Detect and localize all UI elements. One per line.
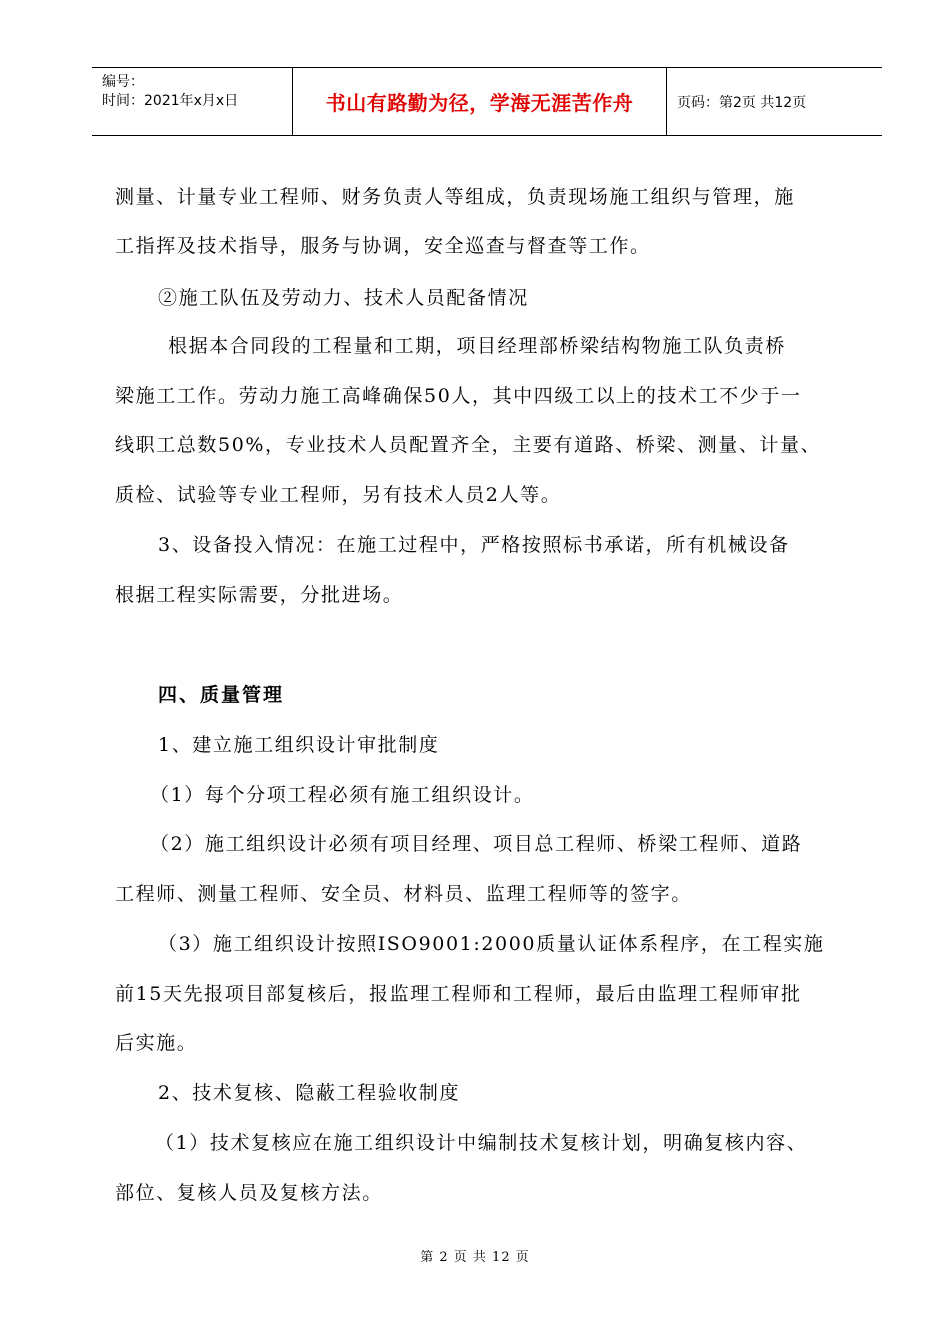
body-line: （1）技术复核应在施工组织设计中编制技术复核计划，明确复核内容、 <box>155 1132 808 1154</box>
subsection-heading: 1、建立施工组织设计审批制度 <box>158 734 440 756</box>
body-line: 前15天先报项目部复核后，报监理工程师和工程师，最后由监理工程师审批 <box>115 983 802 1005</box>
date-label: 时间：2021年x月x日 <box>102 93 239 109</box>
section-heading: 四、质量管理 <box>158 684 285 706</box>
body-line: 梁施工工作。劳动力施工高峰确保50人，其中四级工以上的技术工不少于一 <box>115 385 802 407</box>
body-line: 测量、计量专业工程师、财务负责人等组成，负责现场施工组织与管理，施 <box>115 186 795 208</box>
body-line: 线职工总数50%，专业技术人员配置齐全，主要有道路、桥梁、测量、计量、 <box>115 434 822 456</box>
body-line: 后实施。 <box>115 1032 198 1054</box>
body-line: 3、设备投入情况：在施工过程中，严格按照标书承诺，所有机械设备 <box>158 534 790 556</box>
document-header <box>92 67 882 136</box>
body-line: （1）每个分项工程必须有施工组织设计。 <box>150 784 535 806</box>
body-line: （2）施工组织设计必须有项目经理、项目总工程师、桥梁工程师、道路 <box>150 833 803 855</box>
body-line: 工程师、测量工程师、安全员、材料员、监理工程师等的签字。 <box>115 883 692 905</box>
subsection-heading: 2、技术复核、隐蔽工程验收制度 <box>158 1082 461 1104</box>
header-page-info: 页码：第2页 共12页 <box>677 94 807 111</box>
page-footer: 第 2 页 共 12 页 <box>420 1250 530 1265</box>
body-line: 工指挥及技术指导，服务与协调，安全巡查与督查等工作。 <box>115 235 651 257</box>
body-line: ②施工队伍及劳动力、技术人员配备情况 <box>158 287 529 309</box>
body-line: 根据工程实际需要，分批进场。 <box>115 584 404 606</box>
body-line: 部位、复核人员及复核方法。 <box>115 1182 383 1204</box>
body-line: （3）施工组织设计按照ISO9001:2000质量认证体系程序，在工程实施 <box>158 933 825 955</box>
body-line: 根据本合同段的工程量和工期，项目经理部桥梁结构物施工队负责桥 <box>168 335 787 357</box>
body-line: 质检、试验等专业工程师，另有技术人员2人等。 <box>115 484 562 506</box>
header-motto: 书山有路勤为径，学海无涯苦作舟 <box>325 91 634 115</box>
header-meta <box>92 68 292 135</box>
number-label: 编号： <box>102 74 144 90</box>
